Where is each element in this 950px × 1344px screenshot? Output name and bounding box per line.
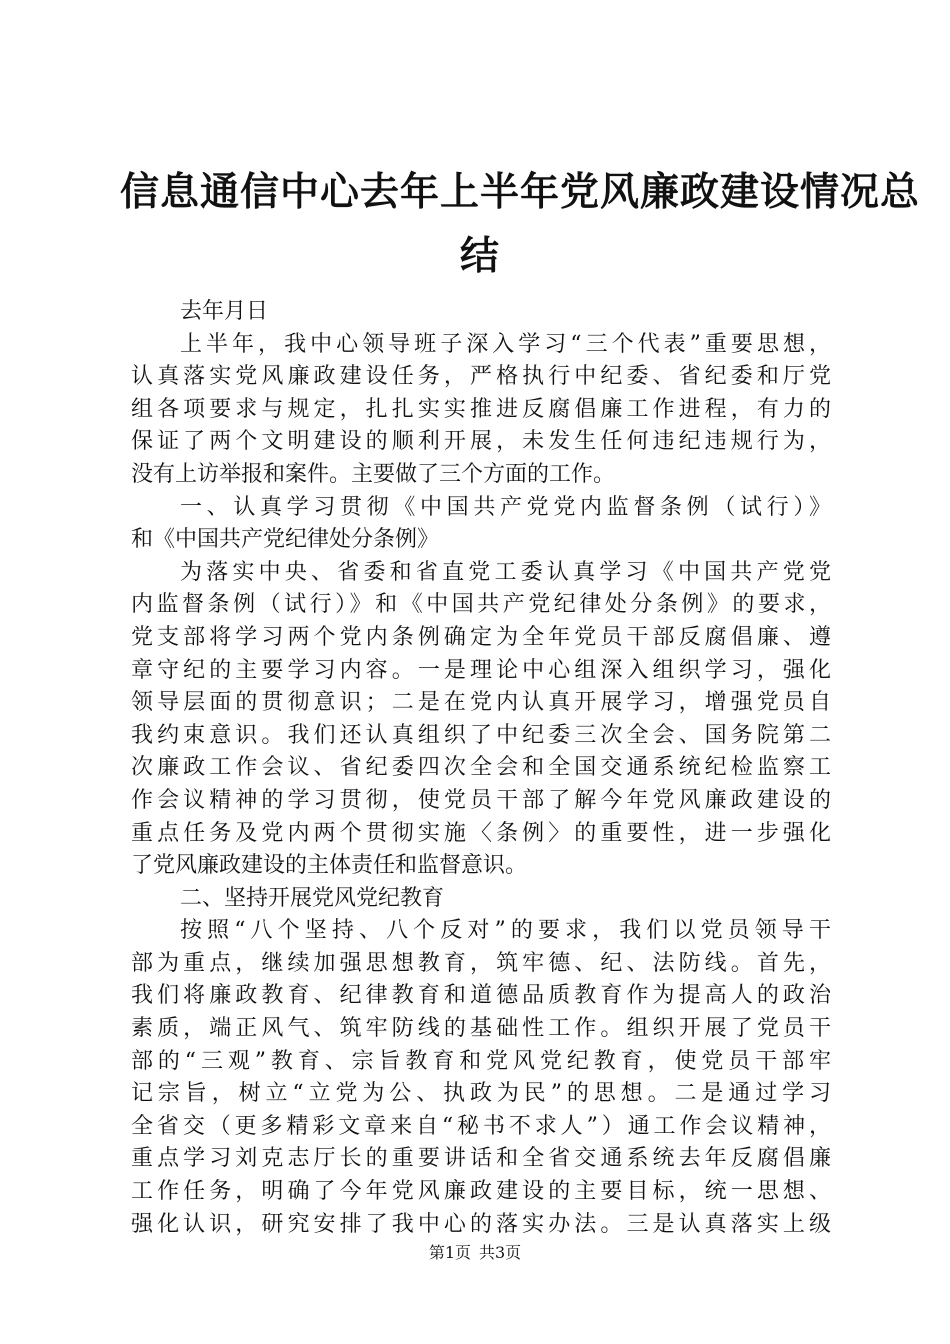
body-line: 按照“八个坚持、八个反对”的要求，我们以党员领导干: [180, 918, 831, 944]
body-line: 部的“三观”教育、宗旨教育和党风党纪教育，使党员干部牢: [131, 1048, 831, 1074]
body-line: 作会议精神的学习贯彻，使党员干部了解今年党风廉政建设的: [131, 787, 831, 813]
date-line: 去年月日: [180, 299, 269, 324]
page-total: 共3页: [479, 1243, 522, 1262]
body-line: 内监督条例（试行）》和《中国共产党纪律处分条例》的要求，: [131, 592, 831, 618]
body-line: 我们将廉政教育、纪律教育和道德品质教育作为提高人的政治: [131, 983, 831, 1009]
body-line: 没有上访举报和案件。主要做了三个方面的工作。: [131, 461, 616, 487]
title-line-1: 信息通信中心去年上半年党风廉政建设情况总: [120, 169, 921, 215]
body-line: 强化认识，研究安排了我中心的落实办法。三是认真落实上级: [131, 1211, 831, 1237]
page-number: 第1页: [428, 1243, 471, 1262]
body-line: 素质，端正风气、筑牢防线的基础性工作。组织开展了党员干: [131, 1016, 831, 1042]
body-line: 组各项要求与规定，扎扎实实推进反腐倡廉工作进程，有力的: [131, 396, 831, 422]
body-line: 章守纪的主要学习内容。一是理论中心组深入组织学习，强化: [131, 657, 831, 683]
page-footer: [0, 1242, 950, 1264]
body-line: 了党风廉政建设的主体责任和监督意识。: [131, 853, 528, 879]
body-line: 全省交（更多精彩文章来自“秘书不求人”）通工作会议精神，: [131, 1113, 831, 1139]
body-line: 重点学习刘克志厅长的重要讲话和全省交通系统去年反腐倡廉: [131, 1146, 831, 1172]
body-line: 部为重点，继续加强思想教育，筑牢德、纪、法防线。首先，: [131, 950, 831, 976]
body-line: 我约束意识。我们还认真组织了中纪委三次全会、国务院第二: [131, 722, 831, 748]
title-line-2: 结: [459, 233, 500, 279]
document-title: [120, 160, 921, 288]
body-line: 重点任务及党内两个贯彻实施〈条例〉的重要性，进一步强化: [131, 820, 831, 846]
body-line: 认真落实党风廉政建设任务，严格执行中纪委、省纪委和厅党: [131, 364, 831, 390]
body-line: 为落实中央、省委和省直党工委认真学习《中国共产党党: [180, 559, 831, 585]
section-heading: 二、坚持开展党风党纪教育: [180, 885, 445, 911]
body-line: 上半年，我中心领导班子深入学习“三个代表”重要思想，: [180, 331, 831, 357]
section-heading: 和《中国共产党纪律处分条例》: [131, 527, 440, 553]
body-line: 保证了两个文明建设的顺利开展，未发生任何违纪违规行为，: [131, 429, 831, 455]
body-line: 工作任务，明确了今年党风廉政建设的主要目标，统一思想、: [131, 1179, 831, 1205]
body-line: 次廉政工作会议、省纪委四次全会和全国交通系统纪检监察工: [131, 755, 831, 781]
body-line: 领导层面的贯彻意识；二是在党内认真开展学习，增强党员自: [131, 690, 831, 716]
body-line: 记宗旨，树立“立党为公、执政为民”的思想。二是通过学习: [131, 1081, 831, 1107]
document-body: [131, 296, 831, 1241]
body-line: 党支部将学习两个党内条例确定为全年党员干部反腐倡廉、遵: [131, 624, 831, 650]
section-heading: 一、认真学习贯彻《中国共产党党内监督条例（试行）》: [180, 494, 831, 520]
